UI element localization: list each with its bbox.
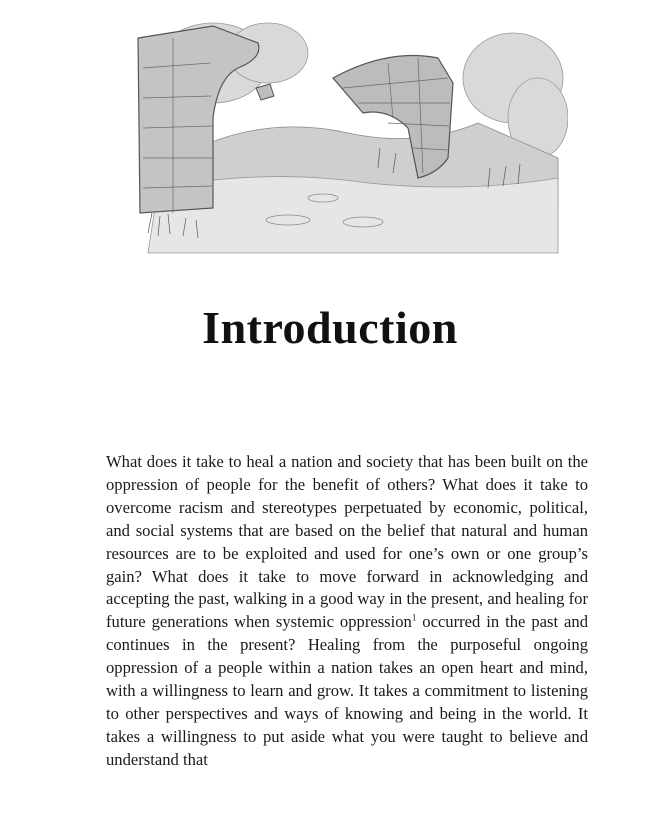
paragraph-text-part-2: occurred in the past and continues in the present? Healing from the purposeful ongoing oppression of a people within a nation takes an open heart and mind, with a willingness to learn and grow. It takes a commitment to listening to other perspectives and ways of knowing and being in the world. It takes a willingness to put aside what you were taught to believe and understand that: [106, 612, 588, 769]
paragraph-text-part-1: What does it take to heal a nation and society that has been built on the oppression of people for the benefit of others? What does it take to overcome racism and stereotypes perpetuated by economic, political, and social systems that are based on the belief that natural and human resources are to be exploited and used for one’s own or one group’s gain? What does it take to move forward in acknowledging and accepting the past, walking in a good way in the present, and healing for future generations when systemic oppression: [106, 452, 588, 632]
ruined-stone-bridge-illustration: [118, 8, 568, 258]
body-paragraph: [106, 451, 588, 772]
chapter-title: Introduction: [202, 302, 458, 353]
footnote-marker[interactable]: 1: [411, 612, 417, 623]
